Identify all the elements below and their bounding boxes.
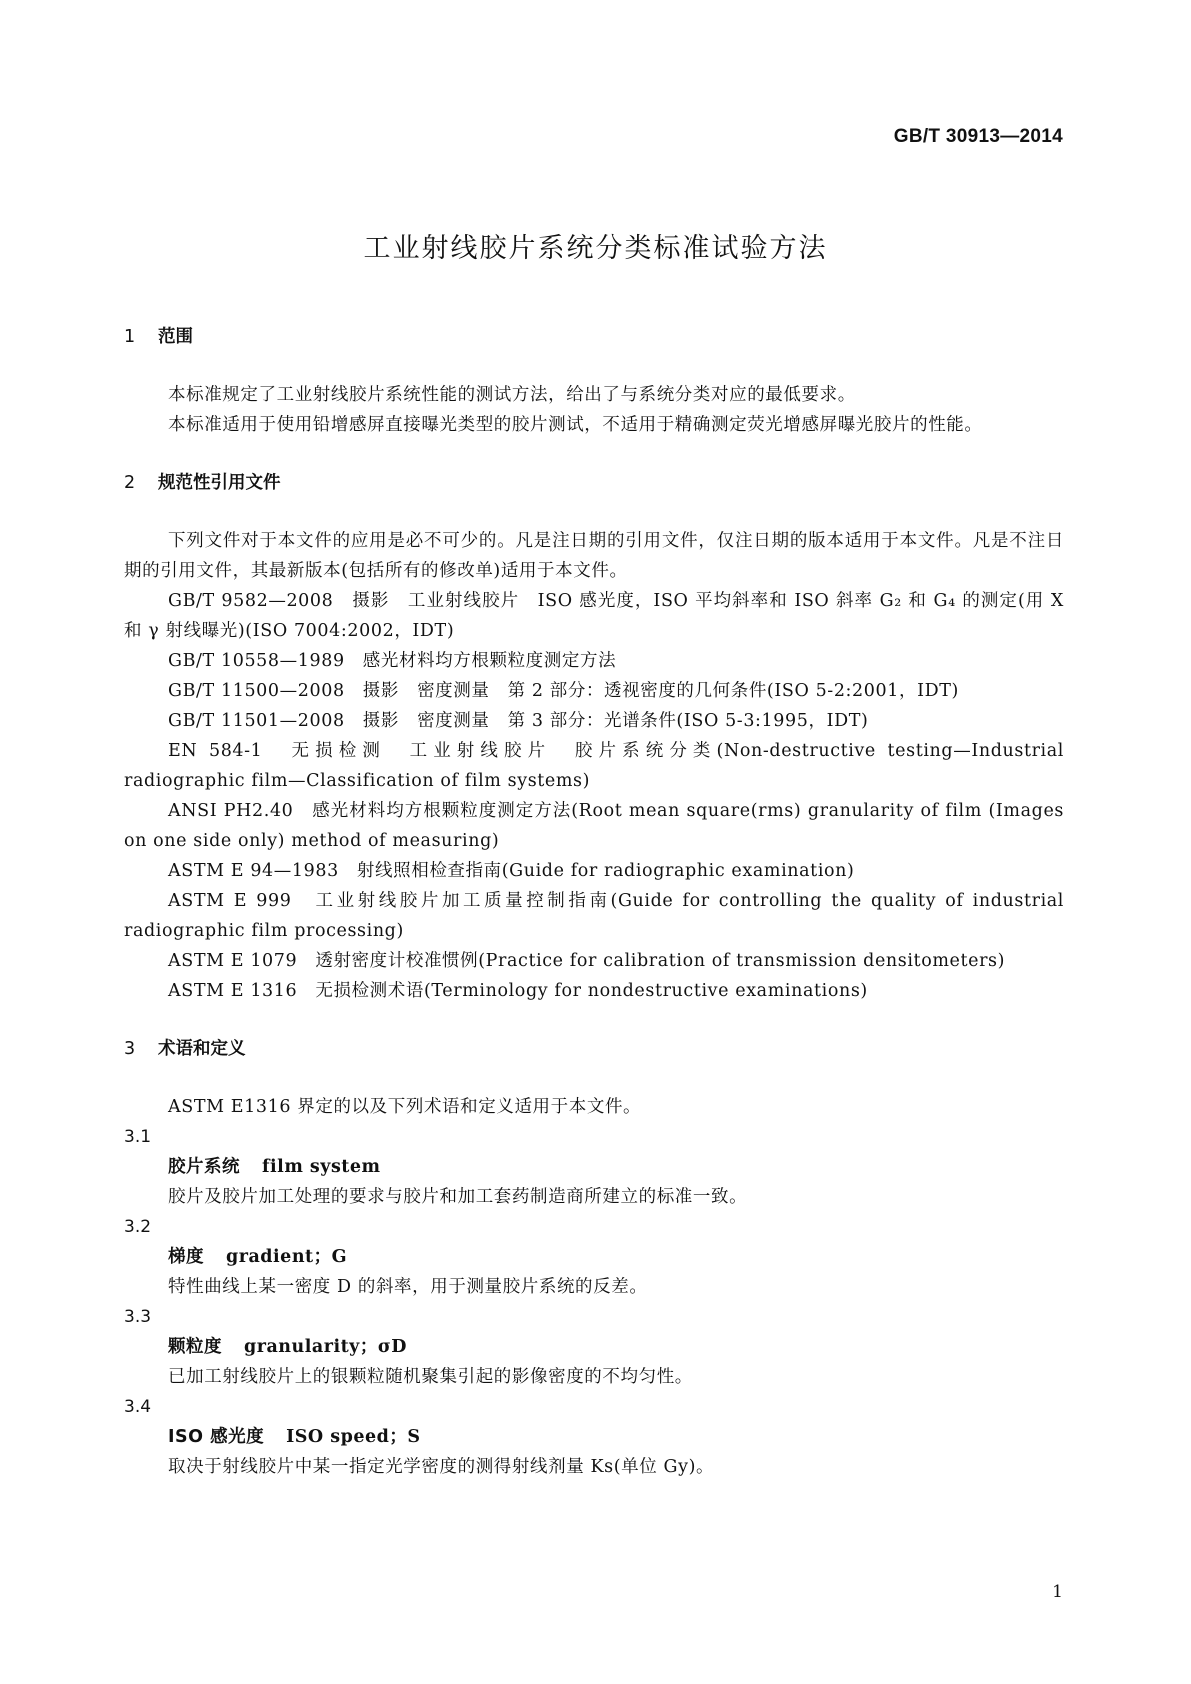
- paragraph: 下列文件对于本文件的应用是必不可少的。凡是注日期的引用文件，仅注日期的版本适用于本文件。凡是不注日期的引用文件，其最新版本(包括所有的修改单)适用于本文件。: [124, 531, 1064, 581]
- page-number: 1: [1052, 1582, 1063, 1602]
- term-heading: [124, 1332, 1064, 1362]
- term-heading: [124, 1152, 1064, 1182]
- term-zh: 胶片系统: [168, 1157, 240, 1177]
- term-number: 3.3: [124, 1307, 152, 1327]
- term-en: gradient；G: [226, 1247, 348, 1267]
- paragraph: 本标准规定了工业射线胶片系统性能的测试方法，给出了与系统分类对应的最低要求。: [168, 385, 856, 405]
- paragraph: 本标准适用于使用铅增感屏直接曝光类型的胶片测试，不适用于精确测定荧光增感屏曝光胶片的性能。: [168, 415, 983, 435]
- reference-item: ANSI PH2.40 感光材料均方根颗粒度测定方法(Root mean square(rms) granularity of film (Images on one side only) method of measuring): [124, 801, 1064, 851]
- section-heading-terms-definitions: [124, 1034, 1064, 1064]
- section-heading-scope: [124, 322, 1064, 352]
- term-en: film system: [262, 1157, 381, 1177]
- reference-item: GB/T 9582—2008 摄影 工业射线胶片 ISO 感光度，ISO 平均斜率和 ISO 斜率 G₂ 和 G₄ 的测定(用 X 和 γ 射线曝光)(ISO 7004:2002，IDT): [124, 591, 1064, 641]
- term-heading: [124, 1242, 1064, 1272]
- term-en: ISO speed；S: [286, 1427, 421, 1447]
- reference-item: EN 584-1 无损检测 工业射线胶片 胶片系统分类(Non-destructive testing—Industrial radiographic film—Classification of film systems): [124, 741, 1064, 791]
- term-number: 3.4: [124, 1397, 152, 1417]
- term-zh: 梯度: [168, 1247, 204, 1267]
- section-number: 1: [124, 327, 136, 347]
- paragraph: ASTM E1316 界定的以及下列术语和定义适用于本文件。: [168, 1097, 642, 1117]
- reference-item: GB/T 10558—1989 感光材料均方根颗粒度测定方法: [168, 651, 617, 671]
- section-title: 范围: [158, 327, 193, 347]
- term-en: granularity；σD: [244, 1337, 407, 1357]
- standard-code: GB/T 30913—2014: [893, 126, 1063, 147]
- reference-item: ASTM E 1079 透射密度计校准惯例(Practice for calibration of transmission densitometers): [168, 951, 1006, 971]
- term-zh: 颗粒度: [168, 1337, 222, 1357]
- section-number: 2: [124, 473, 136, 493]
- term-definition: 取决于射线胶片中某一指定光学密度的测得射线剂量 Ks(单位 Gy)。: [168, 1457, 715, 1477]
- document-body: [124, 322, 1064, 1482]
- reference-item: ASTM E 1316 无损检测术语(Terminology for nondestructive examinations): [168, 981, 868, 1001]
- document-title: 工业射线胶片系统分类标准试验方法: [363, 233, 828, 264]
- term-zh: ISO 感光度: [168, 1427, 265, 1447]
- term-number: 3.2: [124, 1217, 152, 1237]
- section-number: 3: [124, 1039, 136, 1059]
- section-title: 术语和定义: [158, 1039, 246, 1059]
- term-definition: 胶片及胶片加工处理的要求与胶片和加工套药制造商所建立的标准一致。: [168, 1187, 748, 1207]
- section-title: 规范性引用文件: [158, 473, 281, 493]
- reference-item: ASTM E 999 工业射线胶片加工质量控制指南(Guide for controlling the quality of industrial radiographic film processing): [124, 891, 1064, 941]
- term-heading: [124, 1422, 1064, 1452]
- reference-item: ASTM E 94—1983 射线照相检查指南(Guide for radiographic examination): [168, 861, 855, 881]
- term-definition: 特性曲线上某一密度 D 的斜率，用于测量胶片系统的反差。: [168, 1277, 648, 1297]
- reference-item: GB/T 11500—2008 摄影 密度测量 第 2 部分：透视密度的几何条件(ISO 5-2:2001，IDT): [168, 681, 959, 701]
- term-number: 3.1: [124, 1127, 152, 1147]
- term-definition: 已加工射线胶片上的银颗粒随机聚集引起的影像密度的不均匀性。: [168, 1367, 693, 1387]
- reference-item: GB/T 11501—2008 摄影 密度测量 第 3 部分：光谱条件(ISO 5-3:1995，IDT): [168, 711, 869, 731]
- section-heading-normative-references: [124, 468, 1064, 498]
